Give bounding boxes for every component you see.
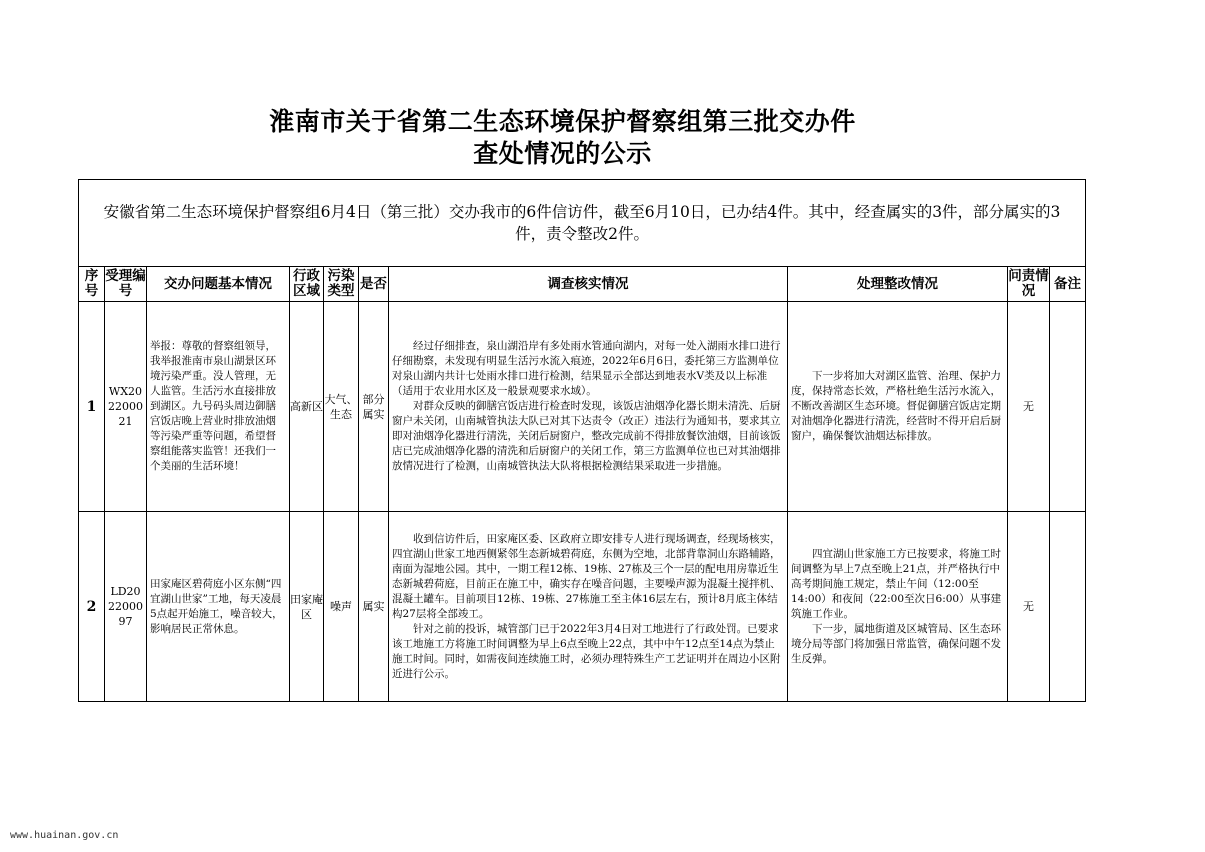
header-verified: 是否	[359, 267, 389, 302]
header-district: 行政区域	[290, 267, 324, 302]
table-header-row	[79, 267, 1086, 302]
row-accountability: 无	[1008, 512, 1050, 702]
row-basic-text: 田家庵区碧荷庭小区东侧“四宜湖山世家”工地，每天凌晨5点起开始施工，噪音较大，影响居民正常休息。	[150, 577, 283, 635]
header-accountability: 问责情况	[1008, 267, 1050, 302]
row-investigation	[389, 512, 788, 702]
row-remark	[1050, 512, 1086, 702]
row-basic	[147, 512, 290, 702]
row-remark	[1050, 302, 1086, 512]
header-rectification: 处理整改情况	[788, 267, 1008, 302]
row-code: WX202200021	[105, 302, 147, 512]
table-row	[79, 302, 1086, 512]
investigation-para-2: 对群众反映的御膳宫饭店进行检查时发现，该饭店油烟净化器长期未清洗、后厨窗户未关闭，山南城管执法大队已对其下达责令（改正）违法行为通知书，要求其立即对油烟净化器进行清洗，关闭后厨窗户，整改完成前不得排放餐饮油烟，目前该饭店已完成油烟净化器的清洗和后厨窗户的关闭工作，第三方监测单位也已对其油烟排放情况进行了检测，山南城管执法大队将根据检测结果采取进一步措施。	[392, 400, 781, 472]
header-basic: 交办问题基本情况	[147, 267, 290, 302]
investigation-para-1: 经过仔细排查，泉山湖沿岸有多处雨水管通向湖内，对每一处入湖雨水排口进行仔细勘察，未发现有明显生活污水流入痕迹，2022年6月6日，委托第三方监测单位对泉山湖内共计七处雨水排口进行检测，结果显示全部达到地表水Ⅴ类及以上标准（适用于农业用水区及一般景观要求水域）。	[392, 340, 781, 397]
rectification-para-1: 四宜湖山世家施工方已按要求，将施工时间调整为早上7点至晚上21点，并严格执行中高考期间施工规定，禁止午间（12:00至14:00）和夜间（22:00至次日6:00）从事建筑施工作业。	[791, 547, 1002, 620]
row-verified: 属实	[359, 512, 389, 702]
header-seq: 序号	[79, 267, 105, 302]
row-investigation	[389, 302, 788, 512]
row-rectification	[788, 512, 1008, 702]
row-basic	[147, 302, 290, 512]
row-accountability: 无	[1008, 302, 1050, 512]
page-title	[0, 106, 1125, 170]
row-district: 高新区	[290, 302, 324, 512]
row-code: LD202200097	[105, 512, 147, 702]
row-rectification	[788, 302, 1008, 512]
title-line-2: 查处情况的公示	[473, 139, 652, 168]
header-code: 受理编号	[105, 267, 147, 302]
row-district: 田家庵区	[290, 512, 324, 702]
header-pollution: 污染类型	[324, 267, 359, 302]
title-line-1: 淮南市关于省第二生态环境保护督察组第三批交办件	[269, 107, 856, 136]
table-row	[79, 512, 1086, 702]
header-remark: 备注	[1050, 267, 1086, 302]
row-seq: 2	[79, 512, 105, 702]
investigation-para-2: 针对之前的投诉，城管部门已于2022年3月4日对工地进行了行政处罚。已要求该工地施工方将施工时间调整为早上6点至晚上22点，其中中午12点至14点为禁止施工时间。同时，如需夜间连续施工时，必须办理特殊生产工艺证明并在周边小区附近进行公示。	[392, 622, 781, 680]
row-pollution: 大气、生态	[324, 302, 359, 512]
footer-watermark: www.huainan.gov.cn	[10, 830, 119, 841]
investigation-para-1: 收到信访件后，田家庵区委、区政府立即安排专人进行现场调查，经现场核实，四宜湖山世家工地西侧紧邻生态新城碧荷庭，东侧为空地，北部背靠洞山东路辅路，南面为湿地公园。其中，一期工程12栋、19栋、27栋及三个一层的配电用房靠近生态新城碧荷庭，目前正在施工中，确实存在噪音问题，主要噪声源为混凝土搅拌机、混凝土罐车。目前项目12栋、19栋、27栋施工至主体16层左右，预计8月底主体结构27层将全部竣工。	[392, 532, 781, 620]
row-pollution: 噪声	[324, 512, 359, 702]
row-basic-text: 举报：尊敬的督察组领导，我举报淮南市泉山湖景区环境污染严重。没人管理，无人监管。生活污水直接排放到湖区。九号码头周边御膳宫饭店晚上营业时排放油烟等污染严重等问题，希望督察组能落实监管！还我们一个美丽的生活环境！	[150, 340, 276, 472]
row-seq: 1	[79, 302, 105, 512]
header-investigation: 调查核实情况	[389, 267, 788, 302]
rectification-para-1: 下一步将加大对湖区监管、治理、保护力度，保持常态长效，严格杜绝生活污水流入，不断改善湖区生态环境。督促御膳宫饭店定期对油烟净化器进行清洗，经营时不得开启后厨窗户，确保餐饮油烟达标排放。	[791, 370, 1001, 442]
row-verified: 部分属实	[359, 302, 389, 512]
disclosure-table	[78, 179, 1086, 702]
rectification-para-2: 下一步，属地街道及区城管局、区生态环境分局等部门将加强日常监管，确保问题不发生反弹。	[791, 622, 1001, 665]
summary-text: 安徽省第二生态环境保护督察组6月4日（第三批）交办我市的6件信访件，截至6月10日，已办结4件。其中，经查属实的3件，部分属实的3件，责令整改2件。	[79, 180, 1086, 267]
